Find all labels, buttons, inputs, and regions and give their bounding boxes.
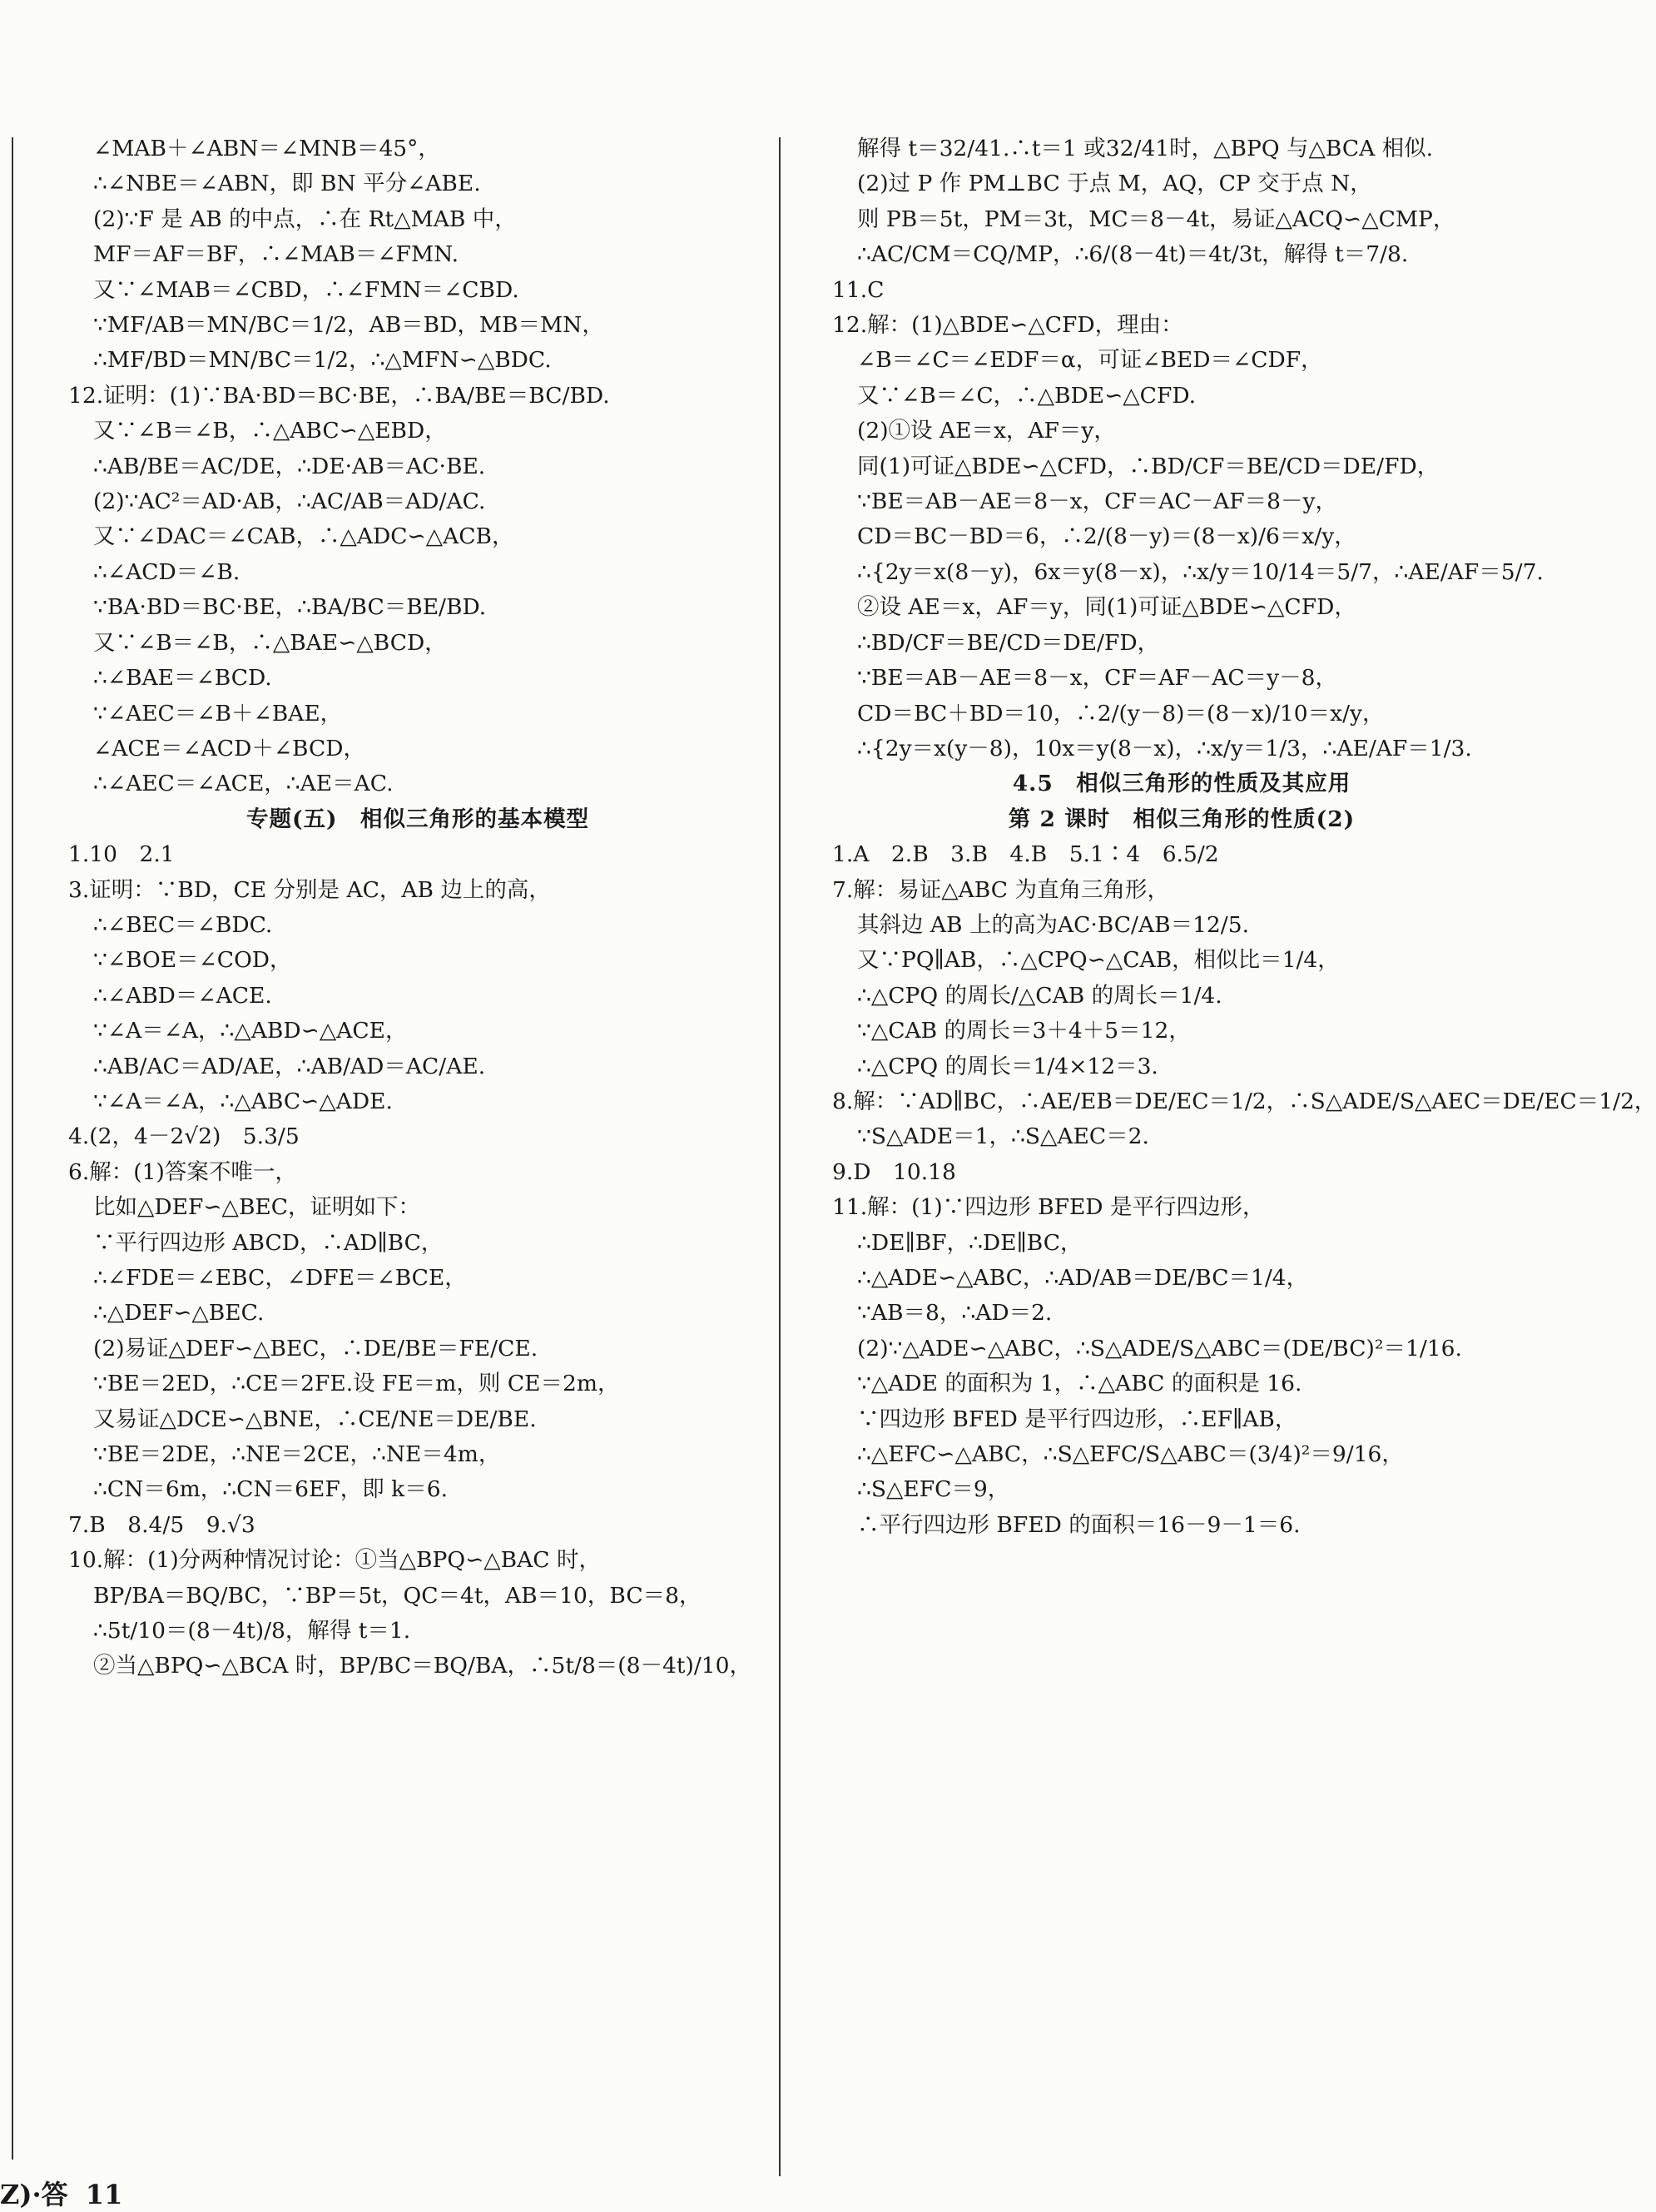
answer-line: 又∵∠MAB＝∠CBD，∴∠FMN＝∠CBD. xyxy=(93,276,519,303)
answer-line: 其斜边 AB 上的高为AC·BC/AB＝12/5. xyxy=(857,911,1250,938)
section-heading: 4.5 相似三角形的性质及其应用 xyxy=(1012,771,1351,797)
answer-line: BP/BA＝BQ/BC，∵BP＝5t，QC＝4t，AB＝10，BC＝8， xyxy=(93,1582,702,1609)
answer-line: ∴DE∥BF，∴DE∥BC， xyxy=(857,1229,1083,1256)
answer-line: ②设 AE＝x，AF＝y，同(1)可证△BDE∽△CFD， xyxy=(857,594,1356,621)
answer-line: ∴{2y＝x(8－y)，6x＝y(8－x)，∴x/y＝10/14＝5/7，∴AE/AF＝5/7. xyxy=(857,558,1544,585)
answer-line: ∴△CPQ 的周长＝1/4×12＝3. xyxy=(857,1053,1158,1079)
answer-line: ∵BE＝2ED，∴CE＝2FE.设 FE＝m，则 CE＝2m， xyxy=(93,1371,620,1397)
answer-line: 又∵∠B＝∠B，∴△ABC∽△EBD， xyxy=(93,418,447,444)
answer-line: ∴平行四边形 BFED 的面积＝16－9－1＝6. xyxy=(857,1511,1301,1538)
answer-line: 1.A 2.B 3.B 4.B 5.1∶4 6.5/2 xyxy=(832,841,1219,868)
answer-line: CD＝BC－BD＝6，∴2/(8－y)＝(8－x)/6＝x/y， xyxy=(857,523,1356,550)
answer-line: 又易证△DCE∽△BNE，∴CE/NE＝DE/BE. xyxy=(93,1406,537,1432)
answer-line: (2)∵△ADE∽△ABC，∴S△ADE/S△ABC＝(DE/BC)²＝1/16. xyxy=(857,1335,1462,1361)
answer-line: ∴△DEF∽△BEC. xyxy=(93,1300,265,1327)
answer-line: ∴∠ACD＝∠B. xyxy=(93,558,240,585)
answer-line: ∵∠AEC＝∠B＋∠BAE， xyxy=(93,700,343,727)
answer-line: ∵△ADE 的面积为 1，∴△ABC 的面积是 16. xyxy=(857,1371,1302,1397)
answer-line: ∵∠BOE＝∠COD， xyxy=(93,947,292,974)
answer-line: (2)∵F 是 AB 的中点，∴在 Rt△MAB 中， xyxy=(93,206,517,232)
answer-line: ∴∠ABD＝∠ACE. xyxy=(93,982,272,1009)
answer-line: 又∵∠DAC＝∠CAB，∴△ADC∽△ACB， xyxy=(93,523,514,550)
answer-line: ∵BA·BD＝BC·BE，∴BA/BC＝BE/BD. xyxy=(93,594,487,621)
answer-line: 7.B 8.4/5 9.√3 xyxy=(68,1511,255,1538)
answer-line: ∵△CAB 的周长＝3＋4＋5＝12， xyxy=(857,1018,1191,1044)
answer-line: ∵MF/AB＝MN/BC＝1/2，AB＝BD，MB＝MN， xyxy=(93,312,604,339)
answer-line: ∠B＝∠C＝∠EDF＝α，可证∠BED＝∠CDF， xyxy=(857,347,1323,374)
answer-line: (2)∵AC²＝AD·AB，∴AC/AB＝AD/AC. xyxy=(93,489,486,515)
answer-line: MF＝AF＝BF，∴∠MAB＝∠FMN. xyxy=(93,241,459,268)
answer-line: ∴△EFC∽△ABC，∴S△EFC/S△ABC＝(3/4)²＝9/16， xyxy=(857,1441,1404,1468)
answer-line: ∴AB/BE＝AC/DE，∴DE·AB＝AC·BE. xyxy=(93,453,486,479)
answer-line: 10.解：(1)分两种情况讨论：①当△BPQ∽△BAC 时， xyxy=(68,1547,601,1574)
answer-line: 解得 t＝32/41.∴t＝1 或32/41时，△BPQ 与△BCA 相似. xyxy=(857,136,1434,161)
answer-line: ∴AC/CM＝CQ/MP，∴6/(8－4t)＝4t/3t，解得 t＝7/8. xyxy=(857,241,1409,268)
answer-line: 3.证明：∵BD，CE 分别是 AC，AB 边上的高， xyxy=(68,876,551,903)
answer-line: ∴∠AEC＝∠ACE，∴AE＝AC. xyxy=(93,771,394,797)
answer-line: (2)①设 AE＝x，AF＝y， xyxy=(857,418,1116,444)
answer-line: 比如△DEF∽△BEC，证明如下： xyxy=(93,1194,421,1221)
answer-line: 9.D 10.18 xyxy=(832,1158,956,1185)
page-number: 11 xyxy=(85,2179,123,2210)
answer-line: 12.解：(1)△BDE∽△CFD，理由： xyxy=(832,312,1183,339)
right-answer-column xyxy=(832,131,1656,1543)
answer-line: 则 PB＝5t，PM＝3t，MC＝8－4t，易证△ACQ∽△CMP， xyxy=(857,206,1455,232)
answer-line: ∵∠A＝∠A，∴△ABD∽△ACE， xyxy=(93,1018,408,1044)
answer-line: ∵四边形 BFED 是平行四边形，∴EF∥AB， xyxy=(857,1406,1297,1432)
page-footer xyxy=(0,2174,122,2212)
answer-line: ∴∠FDE＝∠EBC，∠DFE＝∠BCE， xyxy=(93,1265,467,1291)
section-heading: 第 2 课时 相似三角形的性质(2) xyxy=(1008,806,1356,832)
answer-line: ∠MAB＋∠ABN＝∠MNB＝45°， xyxy=(93,136,440,161)
answer-line: 8.解：∵AD∥BC，∴AE/EB＝DE/EC＝1/2，∴S△ADE/S△AEC＝DE/EC＝1/2， xyxy=(832,1088,1656,1114)
answer-line: ∴MF/BD＝MN/BC＝1/2，∴△MFN∽△BDC. xyxy=(93,347,552,374)
footer-label: Z)·答 xyxy=(0,2179,68,2210)
answer-line: ∴CN＝6m，∴CN＝6EF，即 k＝6. xyxy=(93,1476,448,1503)
answer-line: ∠ACE＝∠ACD＋∠BCD， xyxy=(93,735,366,761)
column-divider xyxy=(779,137,781,2176)
answer-line: 同(1)可证△BDE∽△CFD，∴BD/CF＝BE/CD＝DE/FD， xyxy=(857,453,1440,479)
answer-line: ∵∠A＝∠A，∴△ABC∽△ADE. xyxy=(93,1088,393,1114)
answer-line: 又∵PQ∥AB，∴△CPQ∽△CAB，相似比＝1/4， xyxy=(857,947,1340,974)
answer-line: ∵S△ADE＝1，∴S△AEC＝2. xyxy=(857,1123,1149,1150)
answer-line: ∴{2y＝x(y－8)，10x＝y(8－x)，∴x/y＝1/3，∴AE/AF＝1/3. xyxy=(857,735,1472,761)
answer-line: CD＝BC＋BD＝10，∴2/(y－8)＝(8－x)/10＝x/y， xyxy=(857,700,1385,727)
answer-line: ∴S△EFC＝9， xyxy=(857,1476,1010,1503)
answer-line: 6.解：(1)答案不唯一， xyxy=(68,1158,297,1185)
answer-line: (2)过 P 作 PM⊥BC 于点 M，AQ，CP 交于点 N， xyxy=(857,171,1372,197)
answer-line: 4.(2，4－2√2) 5.3/5 xyxy=(68,1123,300,1150)
answer-line: ∵平行四边形 ABCD，∴AD∥BC， xyxy=(93,1229,444,1256)
answer-line: 11.解：(1)∵四边形 BFED 是平行四边形， xyxy=(832,1194,1265,1221)
answer-line: ∴∠BAE＝∠BCD. xyxy=(93,665,272,692)
answer-line: ∵AB＝8，∴AD＝2. xyxy=(857,1300,1053,1327)
answer-line: 又∵∠B＝∠C，∴△BDE∽△CFD. xyxy=(857,382,1197,409)
left-margin-rule xyxy=(12,137,13,2160)
left-answer-column xyxy=(68,131,767,1684)
answer-line: ∴∠BEC＝∠BDC. xyxy=(93,911,273,938)
answer-line: ∴BD/CF＝BE/CD＝DE/FD， xyxy=(857,629,1160,656)
answer-line: 12.证明：(1)∵BA·BD＝BC·BE，∴BA/BE＝BC/BD. xyxy=(68,382,610,409)
answer-line: ∴5t/10＝(8－4t)/8，解得 t＝1. xyxy=(93,1618,411,1644)
answer-line: ∴∠NBE＝∠ABN，即 BN 平分∠ABE. xyxy=(93,171,481,197)
answer-line: ②当△BPQ∽△BCA 时，BP/BC＝BQ/BA，∴5t/8＝(8－4t)/10， xyxy=(93,1653,752,1679)
answer-line: ∴△ADE∽△ABC，∴AD/AB＝DE/BC＝1/4， xyxy=(857,1265,1309,1291)
answer-line: 7.解：易证△ABC 为直角三角形， xyxy=(832,876,1169,903)
answer-line: (2)易证△DEF∽△BEC，∴DE/BE＝FE/CE. xyxy=(93,1335,538,1361)
answer-line: ∴AB/AC＝AD/AE，∴AB/AD＝AC/AE. xyxy=(93,1053,486,1079)
answer-line: 又∵∠B＝∠B，∴△BAE∽△BCD， xyxy=(93,629,447,656)
answer-line: ∵BE＝2DE，∴NE＝2CE，∴NE＝4m， xyxy=(93,1441,501,1468)
answer-line: ∵BE＝AB－AE＝8－x，CF＝AC－AF＝8－y， xyxy=(857,489,1338,515)
section-heading: 专题(五) 相似三角形的基本模型 xyxy=(245,806,590,832)
answer-line: ∵BE＝AB－AE＝8－x，CF＝AF－AC＝y－8， xyxy=(857,665,1338,692)
answer-line: 11.C xyxy=(832,276,885,303)
answer-line: 1.10 2.1 xyxy=(68,841,175,868)
answer-line: ∴△CPQ 的周长/△CAB 的周长＝1/4. xyxy=(857,982,1222,1009)
